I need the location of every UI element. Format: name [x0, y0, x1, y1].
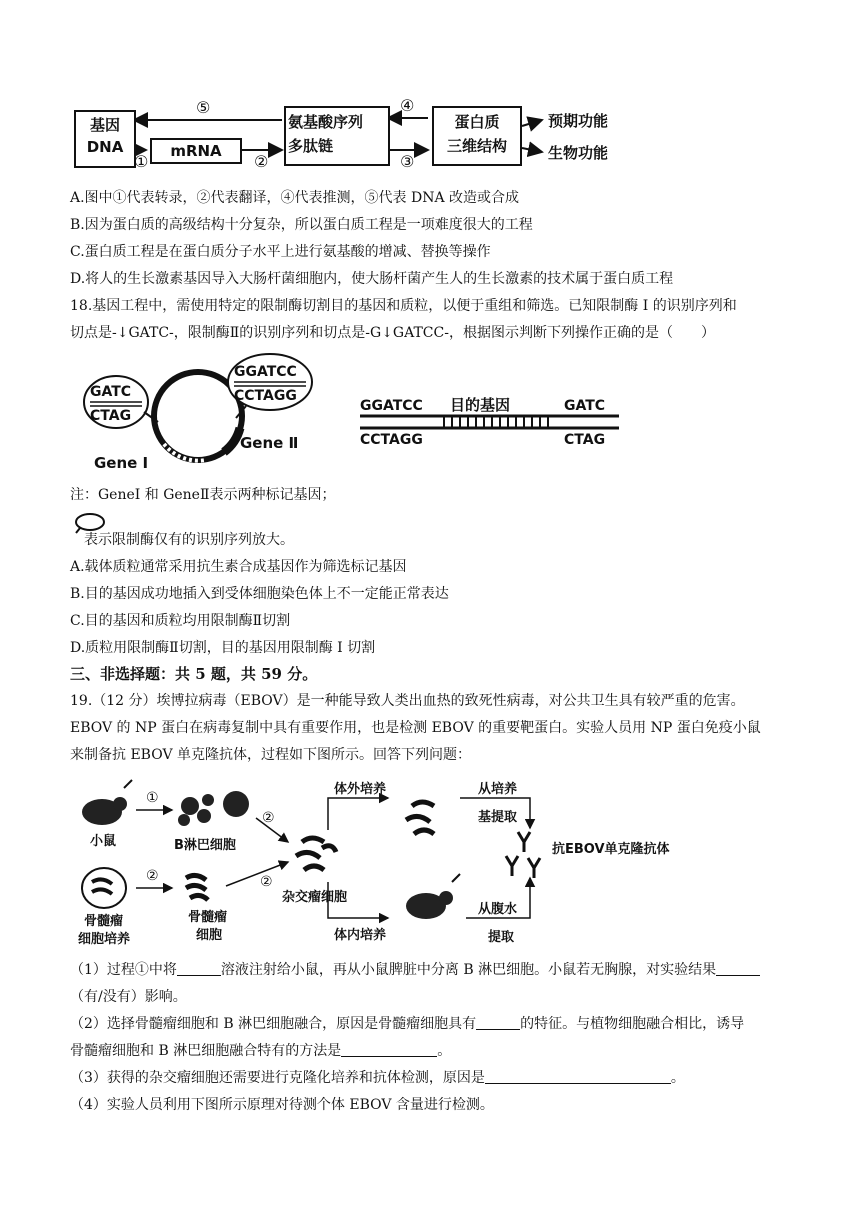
plasmid-graphic [74, 352, 634, 476]
gene2-label: Gene Ⅱ [240, 434, 299, 452]
step-3: ③ [400, 152, 415, 171]
amino-acid-box [284, 106, 390, 166]
right-end-bottom: CTAG [564, 432, 606, 448]
antibody-flow-graphic [74, 778, 714, 948]
q18-option-a: A.载体质粒通常采用抗生素合成基因作为筛选标记基因 [70, 559, 407, 575]
plasmid-diagram [74, 352, 634, 476]
myeloma-cell-label-2: 细胞 [196, 928, 223, 943]
q19-p2d: 。 [437, 1043, 452, 1059]
myeloma-cell-label-1: 骨髓瘤 [188, 910, 228, 925]
q18-stem-line1: 18.基因工程中，需使用特定的限制酶切割目的基因和质粒，以便于重组和筛选。已知限制酶 I 的识别序列和 [70, 298, 737, 314]
q19-part3 [70, 1068, 685, 1088]
q19-p2c: 骨髓瘤细胞和 B 淋巴细胞融合特有的方法是 [70, 1043, 342, 1059]
mrna-label: mRNA [170, 142, 222, 160]
polypeptide-label: 多肽链 [288, 137, 334, 155]
answer-blank-2[interactable] [716, 961, 760, 976]
protein-box [432, 106, 522, 166]
q19-p3b: 。 [670, 1070, 685, 1086]
from-culture-label-2: 基提取 [478, 810, 518, 825]
q18-option-d: D.质粒用限制酶Ⅱ切割，目的基因用限制酶 I 切割 [70, 640, 376, 656]
seq2-bottom: CCTAGG [234, 388, 297, 404]
biological-function-label: 生物功能 [548, 144, 609, 162]
from-culture-label-1: 从培养 [478, 782, 518, 797]
q19-part1-line1 [70, 960, 760, 980]
q19-stem-line1: 19.（12 分）埃博拉病毒（EBOV）是一种能导致人类出血热的致死性病毒，对公共卫生具有较严重的危害。 [70, 693, 745, 709]
from-ascites-label-2: 提取 [488, 930, 515, 945]
protein-label: 蛋白质 [454, 113, 500, 131]
fig19-step-1: ① [146, 790, 159, 806]
seq1-top: GATC [90, 384, 132, 400]
section-3-heading: 三、非选择题：共 5 题，共 59 分。 [70, 665, 318, 683]
q17-option-b: B.因为蛋白质的高级结构十分复杂，所以蛋白质工程是一项难度很大的工程 [70, 217, 533, 233]
mrna-box [150, 138, 242, 164]
q19-part2-line2 [70, 1041, 451, 1061]
gene1-label: Gene I [94, 454, 149, 472]
mouse-label: 小鼠 [90, 834, 117, 849]
antibody-label: 抗EBOV单克隆抗体 [552, 842, 670, 857]
q19-part2-line1 [70, 1014, 744, 1034]
step-5: ⑤ [196, 98, 211, 117]
step-4: ④ [400, 96, 415, 115]
q19-stem-line3: 来制备抗 EBOV 单克隆抗体，过程如下图所示。回答下列问题： [70, 747, 472, 763]
q19-p3a: （3）获得的杂交瘤细胞还需要进行克隆化培养和抗体检测，原因是 [70, 1070, 485, 1086]
q17-option-c: C.蛋白质工程是在蛋白质分子水平上进行氨基酸的增减、替换等操作 [70, 244, 491, 260]
in-vivo-label: 体内培养 [334, 928, 387, 943]
right-end-top: GATC [564, 398, 606, 414]
myeloma-culture-label-2: 细胞培养 [78, 932, 131, 947]
q19-part4: （4）实验人员利用下图所示原理对待测个体 EBOV 含量进行检测。 [70, 1097, 494, 1113]
q17-option-d: D.将人的生长激素基因导入大肠杆菌细胞内，使大肠杆菌产生人的生长激素的技术属于蛋白质工程 [70, 271, 674, 287]
myeloma-culture-label-1: 骨髓瘤 [84, 914, 124, 929]
monoclonal-antibody-diagram [74, 778, 714, 948]
q19-p2a: （2）选择骨髓瘤细胞和 B 淋巴细胞融合，原因是骨髓瘤细胞具有 [70, 1016, 477, 1032]
answer-blank-4[interactable] [341, 1042, 437, 1057]
step-1: ① [134, 152, 149, 171]
q19-stem-line2: EBOV 的 NP 蛋白在病毒复制中具有重要作用，也是检测 EBOV 的重要靶蛋白。实验人员用 NP 蛋白免疫小鼠 [70, 720, 761, 736]
fig19-step-2c: ② [260, 874, 273, 890]
fig19-step-2b: ② [146, 868, 159, 884]
q18-note2: 表示限制酶仅有的识别序列放大。 [84, 532, 294, 548]
amino-acid-label: 氨基酸序列 [288, 113, 364, 131]
seq2-top: GGATCC [234, 364, 297, 380]
structure-label: 三维结构 [446, 137, 507, 155]
q19-part1-line2: （有/没有）影响。 [70, 989, 187, 1005]
gene-label: 基因 [89, 116, 120, 134]
left-end-top: GGATCC [360, 398, 423, 414]
q18-option-c: C.目的基因和质粒均用限制酶Ⅱ切割 [70, 613, 291, 629]
step-2: ② [254, 152, 269, 171]
q18-note1: 注：GeneI 和 GeneⅡ表示两种标记基因； [70, 487, 336, 503]
q18-option-b: B.目的基因成功地插入到受体细胞染色体上不一定能正常表达 [70, 586, 449, 602]
protein-engineering-diagram [70, 96, 630, 176]
answer-blank-3[interactable] [476, 1015, 520, 1030]
answer-blank-5[interactable] [485, 1069, 671, 1084]
fig19-step-2a: ② [262, 810, 275, 826]
bcell-label: B淋巴细胞 [174, 838, 236, 853]
target-gene-label: 目的基因 [450, 396, 511, 414]
from-ascites-label-1: 从腹水 [478, 902, 518, 917]
answer-blank-1[interactable] [177, 961, 221, 976]
left-end-bottom: CCTAGG [360, 432, 423, 448]
seq1-bottom: CTAG [90, 408, 132, 424]
in-vitro-label: 体外培养 [334, 782, 387, 797]
q18-stem-line2: 切点是-↓GATC-，限制酶Ⅱ的识别序列和切点是-G↓GATCC-，根据图示判断下列操作正确的是（ ） [70, 325, 715, 341]
q17-option-a: A.图中①代表转录，②代表翻译，④代表推测，⑤代表 DNA 改造或合成 [70, 190, 520, 206]
dna-label: DNA [86, 138, 124, 156]
q19-p2b: 的特征。与植物细胞融合相比，诱导 [520, 1016, 745, 1032]
q19-p1a: （1）过程①中将 [70, 962, 177, 978]
q19-p1b: 溶液注射给小鼠，再从小鼠脾脏中分离 B 淋巴细胞。小鼠若无胸腺，对实验结果 [220, 962, 717, 978]
gene-dna-box [74, 110, 136, 168]
hybridoma-label: 杂交瘤细胞 [282, 890, 348, 905]
expected-function-label: 预期功能 [548, 112, 609, 130]
